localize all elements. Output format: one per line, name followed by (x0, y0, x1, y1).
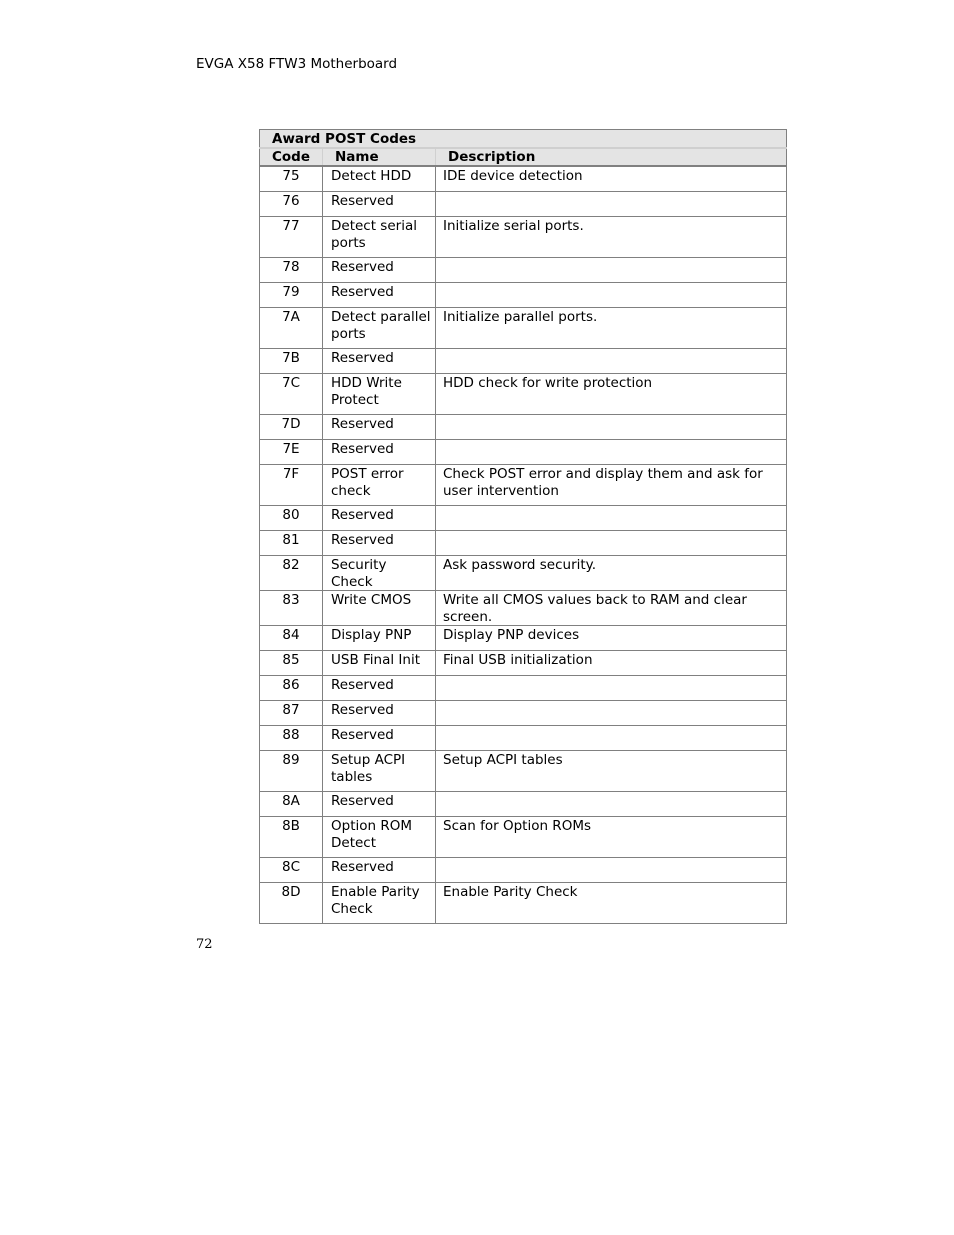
table-row (260, 676, 787, 701)
code-cell: 8D (260, 883, 323, 924)
code-cell: 83 (260, 591, 323, 626)
description-cell: Initialize parallel ports. (436, 308, 787, 349)
description-cell: Display PNP devices (436, 626, 787, 651)
description-cell (436, 192, 787, 217)
description-cell: Write all CMOS values back to RAM and clear screen. (436, 591, 787, 626)
description-cell (436, 701, 787, 726)
table-row (260, 506, 787, 531)
description-cell (436, 283, 787, 308)
description-cell (436, 440, 787, 465)
code-cell: 7C (260, 374, 323, 415)
description-cell (436, 506, 787, 531)
column-header-code: Code (260, 148, 323, 166)
code-cell: 84 (260, 626, 323, 651)
name-cell: Enable Parity Check (323, 883, 436, 924)
code-cell: 81 (260, 531, 323, 556)
code-cell: 7A (260, 308, 323, 349)
name-cell: Reserved (323, 258, 436, 283)
table-body (260, 166, 787, 924)
table-row (260, 531, 787, 556)
table-row (260, 258, 787, 283)
table-row (260, 440, 787, 465)
column-header-name: Name (323, 148, 436, 166)
code-cell: 85 (260, 651, 323, 676)
name-cell: Detect HDD (323, 166, 436, 192)
name-cell: Reserved (323, 349, 436, 374)
name-cell: Reserved (323, 676, 436, 701)
table-row (260, 792, 787, 817)
table-row (260, 701, 787, 726)
table-row (260, 217, 787, 258)
code-cell: 88 (260, 726, 323, 751)
name-cell: Reserved (323, 506, 436, 531)
running-header: EVGA X58 FTW3 Motherboard (196, 56, 398, 72)
code-cell: 86 (260, 676, 323, 701)
description-cell (436, 531, 787, 556)
name-cell: Display PNP (323, 626, 436, 651)
description-cell (436, 726, 787, 751)
description-cell (436, 258, 787, 283)
description-cell: IDE device detection (436, 166, 787, 192)
code-cell: 80 (260, 506, 323, 531)
table-row (260, 726, 787, 751)
name-cell: Reserved (323, 726, 436, 751)
table-row (260, 751, 787, 792)
table-row (260, 817, 787, 858)
description-cell (436, 792, 787, 817)
page-number: 72 (196, 937, 213, 952)
name-cell: Reserved (323, 531, 436, 556)
description-cell (436, 676, 787, 701)
description-cell: Setup ACPI tables (436, 751, 787, 792)
post-codes-table (259, 129, 787, 924)
table-row (260, 283, 787, 308)
code-cell: 8B (260, 817, 323, 858)
description-cell (436, 349, 787, 374)
name-cell: Reserved (323, 792, 436, 817)
code-cell: 7F (260, 465, 323, 506)
table-row (260, 349, 787, 374)
table-row (260, 858, 787, 883)
name-cell: POST error check (323, 465, 436, 506)
description-cell: Ask password security. (436, 556, 787, 591)
table-row (260, 374, 787, 415)
name-cell: Setup ACPI tables (323, 751, 436, 792)
table-header-row (260, 148, 787, 166)
name-cell: Option ROM Detect (323, 817, 436, 858)
name-cell: Reserved (323, 415, 436, 440)
table-row (260, 415, 787, 440)
code-cell: 77 (260, 217, 323, 258)
name-cell: Security Check (323, 556, 436, 591)
code-cell: 8C (260, 858, 323, 883)
description-cell (436, 415, 787, 440)
table-row (260, 192, 787, 217)
code-cell: 76 (260, 192, 323, 217)
description-cell: HDD check for write protection (436, 374, 787, 415)
code-cell: 87 (260, 701, 323, 726)
description-cell (436, 858, 787, 883)
name-cell: USB Final Init (323, 651, 436, 676)
code-cell: 7D (260, 415, 323, 440)
name-cell: Write CMOS (323, 591, 436, 626)
table-row (260, 626, 787, 651)
code-cell: 7B (260, 349, 323, 374)
table-row (260, 556, 787, 591)
table-row (260, 166, 787, 192)
name-cell: Detect parallel ports (323, 308, 436, 349)
name-cell: Reserved (323, 192, 436, 217)
name-cell: Reserved (323, 701, 436, 726)
code-cell: 78 (260, 258, 323, 283)
description-cell: Check POST error and display them and ask for user intervention (436, 465, 787, 506)
description-cell: Initialize serial ports. (436, 217, 787, 258)
column-header-description: Description (436, 148, 787, 166)
description-cell: Enable Parity Check (436, 883, 787, 924)
name-cell: Reserved (323, 858, 436, 883)
name-cell: Reserved (323, 440, 436, 465)
table-row (260, 465, 787, 506)
name-cell: Reserved (323, 283, 436, 308)
description-cell: Scan for Option ROMs (436, 817, 787, 858)
name-cell: Detect serial ports (323, 217, 436, 258)
code-cell: 82 (260, 556, 323, 591)
table-row (260, 308, 787, 349)
code-cell: 7E (260, 440, 323, 465)
table-row (260, 591, 787, 626)
code-cell: 79 (260, 283, 323, 308)
code-cell: 89 (260, 751, 323, 792)
name-cell: HDD Write Protect (323, 374, 436, 415)
code-cell: 8A (260, 792, 323, 817)
table-title-row (260, 130, 787, 149)
table-row (260, 883, 787, 924)
description-cell: Final USB initialization (436, 651, 787, 676)
code-cell: 75 (260, 166, 323, 192)
table-row (260, 651, 787, 676)
table-title: Award POST Codes (260, 130, 787, 149)
